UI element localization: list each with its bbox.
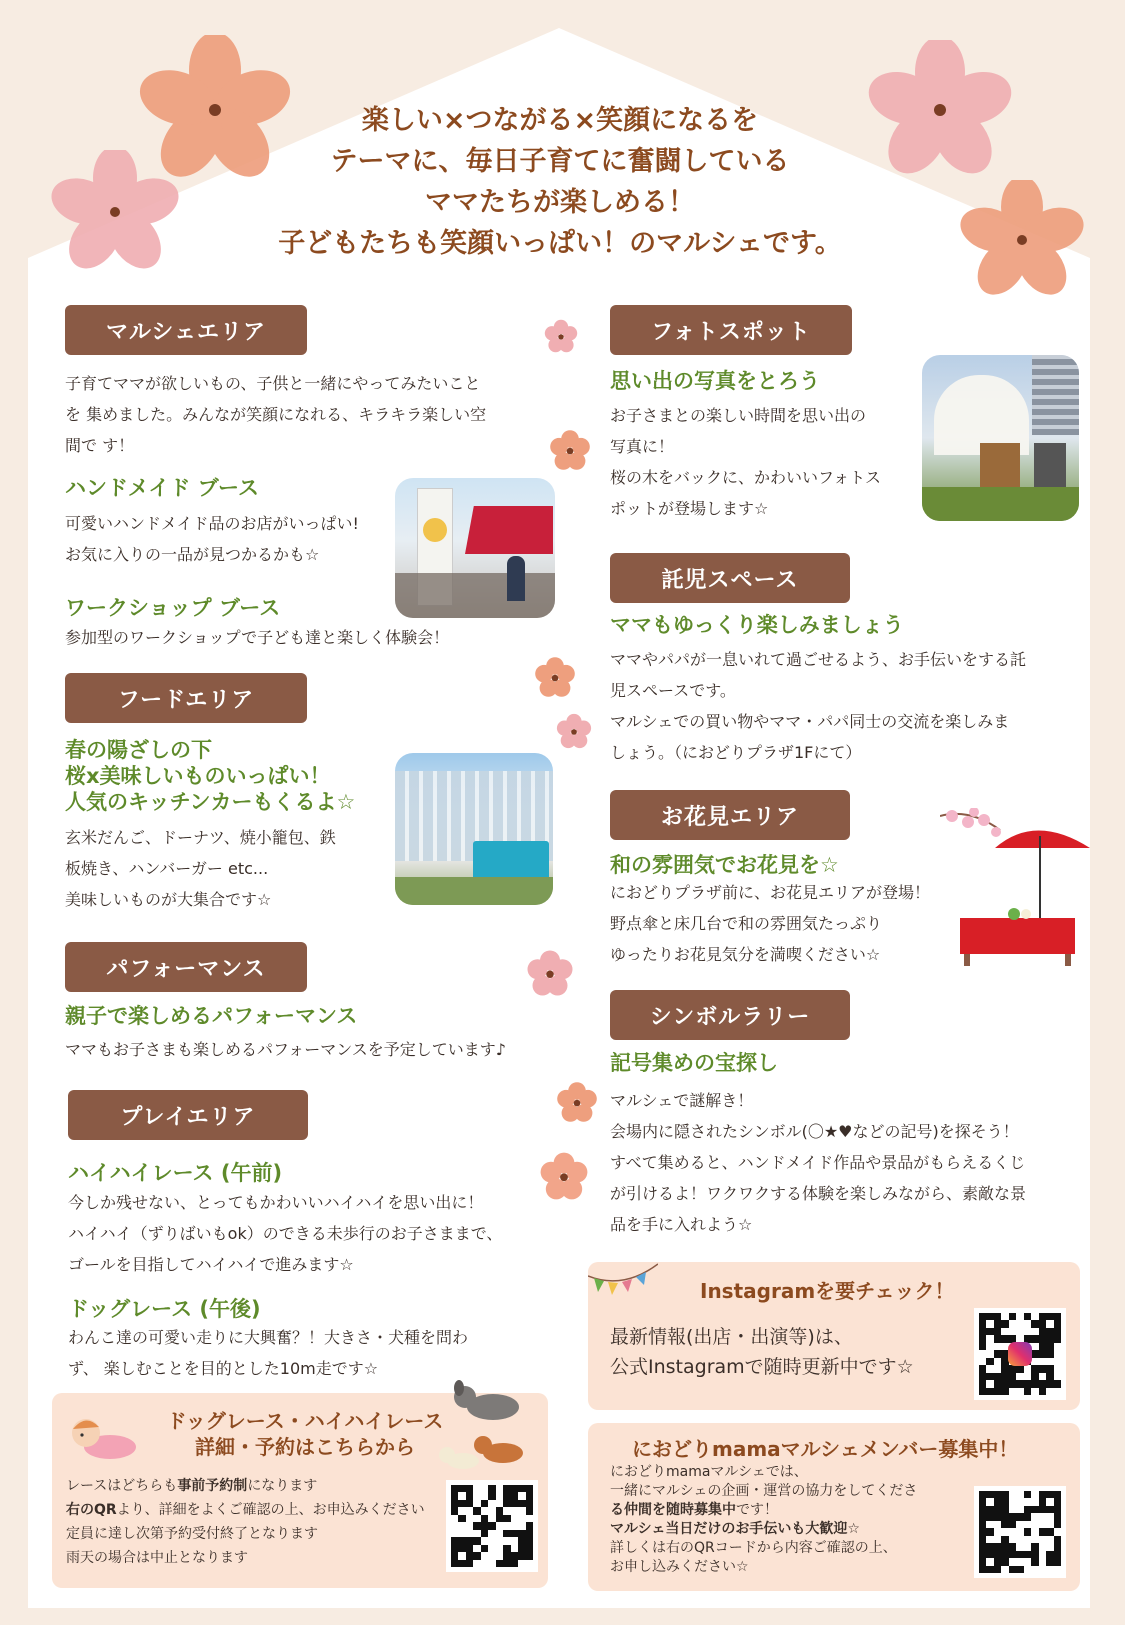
headline-line: テーマに、毎日子育てに奮闘している bbox=[330, 146, 790, 177]
race-reservation-qr-code[interactable] bbox=[446, 1480, 538, 1572]
childcare-space-heading: 託児スペース bbox=[610, 553, 850, 603]
headline-line: 子どもたちも笑顔いっぱい！のマルシェです。 bbox=[278, 228, 842, 259]
headline-line: 楽しい×つながる×笑顔になるを bbox=[361, 105, 759, 136]
dog-race-description: わんこ達の可愛い走りに大興奮？！大きさ・犬種を問わ ず、 楽しむことを目的とした10m走です☆ bbox=[68, 1328, 469, 1378]
bunting-flags-icon bbox=[588, 1262, 658, 1298]
sakura-flower-icon bbox=[50, 150, 180, 275]
small-flower-icon bbox=[555, 712, 593, 750]
food-area-description: 玄米だんご、ドーナツ、焼小籠包、鉄 板焼き、ハンバーガー etc... 美味しいものが大集合です☆ bbox=[65, 828, 336, 909]
small-flower-icon bbox=[543, 318, 579, 354]
small-flower-icon bbox=[555, 1080, 599, 1124]
sakura-flower-icon bbox=[960, 180, 1085, 300]
marche-area-heading: マルシェエリア bbox=[65, 305, 307, 355]
handmade-booth-photo bbox=[395, 478, 555, 618]
small-flower-icon bbox=[525, 948, 575, 998]
photo-spot-photo bbox=[922, 355, 1079, 521]
play-area-heading: プレイエリア bbox=[68, 1090, 308, 1140]
performance-heading: パフォーマンス bbox=[65, 942, 307, 992]
handmade-booth-description: 可愛いハンドメイド品のお店がいっぱい! お気に入りの一品が見つかるかも☆ bbox=[65, 514, 359, 564]
haihai-race-title: ハイハイレース (午前) bbox=[68, 1161, 283, 1185]
handmade-booth-title: ハンドメイド ブース bbox=[65, 476, 260, 500]
photo-spot-subtitle: 思い出の写真をとろう bbox=[610, 369, 820, 393]
hanami-area-description: におどりプラザ前に、お花見エリアが登場！ 野点傘と床几台で和の雰囲気たっぷり ゆったりお花見気分を満喫ください☆ bbox=[610, 883, 931, 964]
performance-subtitle: 親子で楽しめるパフォーマンス bbox=[65, 1004, 358, 1028]
race-reservation-notes: レースはどちらも事前予約制になります 右のQRより、詳細をよくご確認の上、お申込みください 定員に達し次第予約受付終了となります 雨天の場合は中止となります bbox=[66, 1478, 425, 1566]
performance-description: ママもお子さまも楽しめるパフォーマンスを予定しています♪ bbox=[65, 1040, 506, 1059]
symbol-rally-description: マルシェで謎解き！ 会場内に隠されたシンボル(〇★♥などの記号)を探そう！ すべて集めると、ハンドメイド作品や景品がもらえるくじ が引けるよ！ワクワクする体験を楽しみながら、素敵な景 品を手に入れよう☆ bbox=[610, 1091, 1027, 1234]
symbol-rally-subtitle: 記号集めの宝探し bbox=[610, 1051, 778, 1075]
instagram-title: Instagramを要チェック！ bbox=[700, 1279, 955, 1303]
instagram-description: 最新情報(出店・出演等)は、 公式Instagramで随時更新中です☆ bbox=[610, 1326, 914, 1378]
member-recruitment-qr-code[interactable] bbox=[974, 1486, 1066, 1578]
member-recruitment-title: におどりmamaマルシェメンバー募集中！ bbox=[632, 1437, 1019, 1461]
workshop-booth-title: ワークショップ ブース bbox=[65, 596, 281, 620]
photo-spot-description: お子さまとの楽しい時間を思い出の 写真に！ 桜の木をバックに、かわいいフォトス ポットが登場します☆ bbox=[610, 406, 882, 518]
headline bbox=[200, 100, 920, 264]
baby-illustration-icon bbox=[66, 1405, 140, 1465]
instagram-icon bbox=[1008, 1342, 1032, 1366]
hanami-area-heading: お花見エリア bbox=[610, 790, 850, 840]
hanami-area-subtitle: 和の雰囲気でお花見を☆ bbox=[610, 853, 839, 877]
race-reservation-title: ドッグレース・ハイハイレース 詳細・予約はこちらから bbox=[166, 1409, 444, 1459]
food-area-subtitle: 春の陽ざしの下 桜x美味しいものいっぱい！ 人気のキッチンカーもくるよ☆ bbox=[65, 738, 356, 814]
symbol-rally-heading: シンボルラリー bbox=[610, 990, 850, 1040]
member-recruitment-description: におどりmamaマルシェでは、 一緒にマルシェの企画・運営の協力をしてくださ る仲間を随時募集中です！ マルシェ当日だけのお手伝いも大歓迎☆ 詳しくは右のQRコードから内容ご確認の上、 お申し込みください☆ bbox=[610, 1464, 918, 1575]
childcare-space-description: ママやパパが一息いれて過ごせるよう、お手伝いをする託 児スペースです。 マルシェでの買い物やママ・パパ同士の交流を楽しみま しょう。（におどりプラザ1Fにて） bbox=[610, 650, 1027, 762]
hanami-umbrella-illustration-icon bbox=[940, 808, 1090, 968]
workshop-booth-description: 参加型のワークショップで子ども達と楽しく体験会！ bbox=[65, 628, 450, 647]
small-flower-icon bbox=[533, 655, 577, 699]
photo-spot-heading: フォトスポット bbox=[610, 305, 852, 355]
food-area-photo bbox=[395, 753, 553, 905]
marche-area-description: 子育てママが欲しいもの、子供と一緒にやってみたいこと を 集めました。みんなが笑顔になれる、キラキラ楽しい空 間で す！ bbox=[65, 374, 487, 455]
childcare-space-subtitle: ママもゆっくり楽しみましょう bbox=[610, 613, 904, 637]
dog-race-title: ドッグレース (午後) bbox=[68, 1297, 261, 1321]
headline-line: ママたちが楽しめる！ bbox=[425, 187, 695, 218]
haihai-race-description: 今しか残せない、とってもかわいいハイハイを思い出に！ ハイハイ（ずりばいもok）のできる未歩行のお子さままで、 ゴールを目指してハイハイで進みます☆ bbox=[68, 1193, 503, 1274]
food-area-heading: フードエリア bbox=[65, 673, 307, 723]
